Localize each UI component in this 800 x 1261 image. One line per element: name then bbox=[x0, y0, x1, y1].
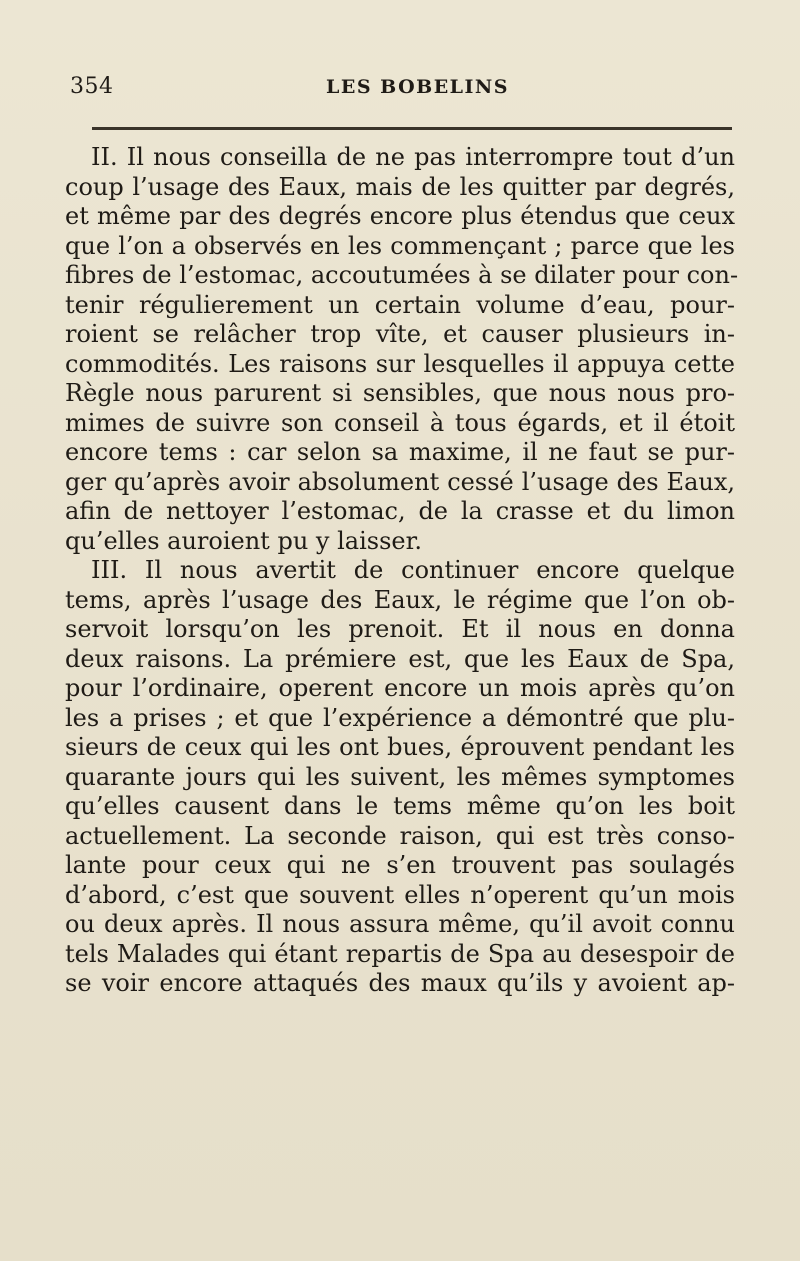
text-line: mimes de suivre son conseil à tous égards, et il étoit bbox=[65, 408, 735, 437]
text-line: lante pour ceux qui ne s’en trouvent pas soulagés bbox=[65, 851, 735, 879]
text-line: que l’on a observés en les commençant ; parce que les bbox=[65, 231, 735, 260]
text-line: Règle nous parurent si sensibles, que nous nous pro- bbox=[65, 379, 735, 407]
running-head: LES BOBELINS bbox=[326, 76, 510, 98]
text-line: deux raisons. La prémiere est, que les Eaux de Spa, bbox=[65, 644, 735, 673]
text-line: II. Il nous conseilla de ne pas interrompre tout d’un bbox=[91, 143, 735, 171]
text-line: commodités. Les raisons sur lesquelles il appuya cette bbox=[65, 349, 735, 378]
text-line: tenir régulierement un certain volume d’eau, pour- bbox=[65, 290, 735, 319]
text-line: et même par des degrés encore plus étendus que ceux bbox=[65, 202, 735, 230]
text-line: tems, après l’usage des Eaux, le régime que l’on ob- bbox=[65, 585, 735, 614]
text-line: fibres de l’estomac, accoutumées à se dilater pour con- bbox=[65, 261, 739, 289]
page-number: 354 bbox=[70, 74, 114, 99]
text-line: actuellement. La seconde raison, qui est très conso- bbox=[65, 821, 735, 850]
text-line: pour l’ordinaire, operent encore un mois après qu’on bbox=[65, 674, 735, 702]
text-line: qu’elles auroient pu y laisser. bbox=[65, 526, 423, 555]
page-header bbox=[70, 74, 732, 114]
header-rule bbox=[92, 127, 732, 130]
text-line: ger qu’après avoir absolument cessé l’usage des Eaux, bbox=[65, 467, 735, 496]
text-line: sieurs de ceux qui les ont bues, éprouvent pendant les bbox=[65, 733, 735, 761]
text-line: coup l’usage des Eaux, mais de les quitter par degrés, bbox=[65, 172, 735, 201]
text-line: les a prises ; et que l’expérience a démontré que plu- bbox=[65, 703, 735, 732]
text-line: afin de nettoyer l’estomac, de la crasse et du limon bbox=[65, 497, 735, 525]
text-line: encore tems : car selon sa maxime, il ne faut se pur- bbox=[65, 438, 735, 466]
text-line: quarante jours qui les suivent, les mêmes symptomes bbox=[65, 762, 735, 791]
text-line: d’abord, c’est que souvent elles n’operent qu’un mois bbox=[65, 880, 735, 909]
text-line: se voir encore attaqués des maux qu’ils y avoient ap- bbox=[65, 969, 735, 997]
text-line: III. Il nous avertit de continuer encore quelque bbox=[91, 556, 735, 584]
text-line: qu’elles causent dans le tems même qu’on les boit bbox=[65, 792, 735, 820]
body-text bbox=[65, 143, 739, 999]
text-line: ou deux après. Il nous assura même, qu’il avoit connu bbox=[65, 910, 735, 938]
text-line: servoit lorsqu’on les prenoit. Et il nous en donna bbox=[65, 615, 735, 643]
text-line: roient se relâcher trop vîte, et causer plusieurs in- bbox=[65, 320, 735, 348]
text-line: tels Malades qui étant repartis de Spa au desespoir de bbox=[65, 939, 735, 968]
